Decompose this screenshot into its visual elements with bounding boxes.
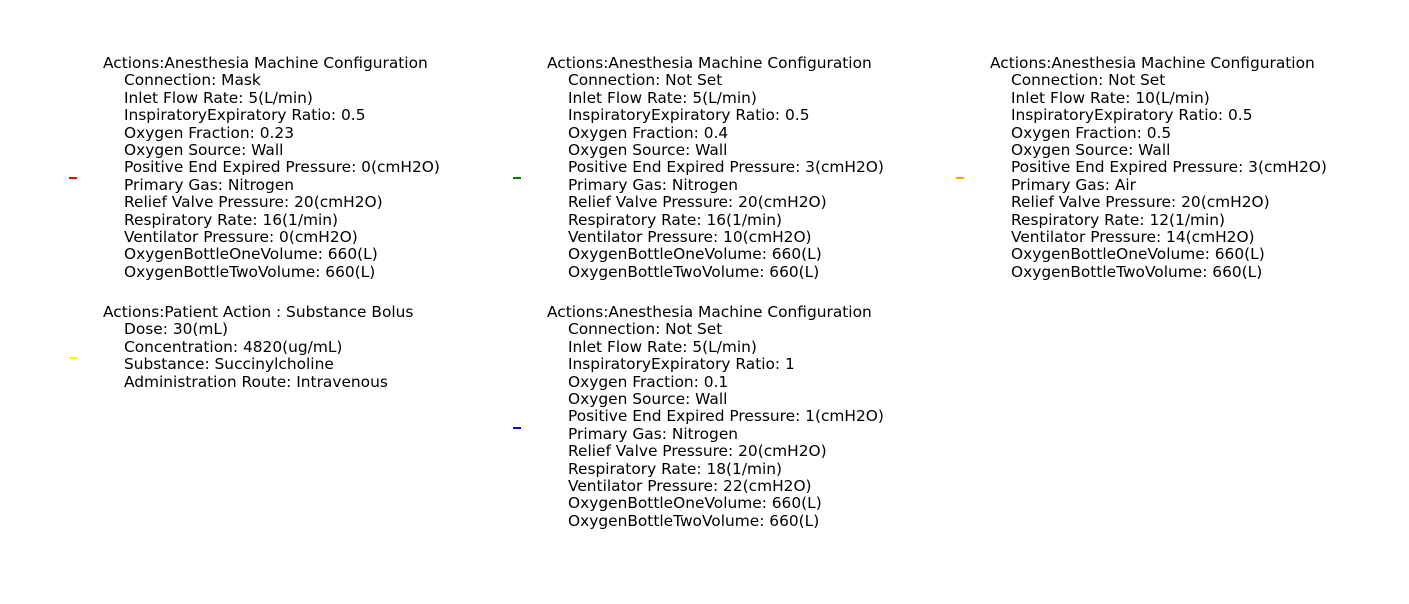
legend-entry-line: OxygenBottleTwoVolume: 660(L) [1011, 262, 1263, 281]
legend-entry-line: Oxygen Fraction: 0.1 [568, 372, 729, 391]
legend-entry-line: Relief Valve Pressure: 20(cmH2O) [568, 442, 827, 461]
legend-entry-title: Actions:Anesthesia Machine Configuration [547, 303, 872, 321]
legend-entry-line: InspiratoryExpiratory Ratio: 0.5 [568, 106, 810, 125]
legend-entry-line: Ventilator Pressure: 14(cmH2O) [1011, 228, 1255, 247]
legend-entry-line: Connection: Not Set [568, 71, 723, 90]
legend-entry-line: Oxygen Source: Wall [568, 390, 728, 409]
legend-swatch-orange [956, 177, 964, 179]
legend-entry-line: Oxygen Source: Wall [124, 141, 284, 160]
legend-entry-line: OxygenBottleOneVolume: 660(L) [568, 245, 822, 264]
legend-entry-line: Primary Gas: Nitrogen [568, 424, 739, 443]
legend-entry-line: Substance: Succinylcholine [124, 355, 334, 374]
legend-entry-line: Inlet Flow Rate: 5(L/min) [568, 88, 757, 107]
legend-entry-line: Oxygen Fraction: 0.23 [124, 123, 294, 142]
legend-entry-line: Oxygen Source: Wall [568, 141, 728, 160]
legend-entry-5 [547, 304, 884, 530]
legend-swatch-green [513, 177, 521, 179]
legend-entry-line: Oxygen Source: Wall [1011, 141, 1171, 160]
legend-entry-line: Primary Gas: Nitrogen [124, 175, 295, 194]
legend-entry-line: Oxygen Fraction: 0.5 [1011, 123, 1172, 142]
legend-entry-line: Inlet Flow Rate: 5(L/min) [568, 337, 757, 356]
legend-entry-line: OxygenBottleOneVolume: 660(L) [124, 245, 378, 264]
legend-entry-line: Connection: Mask [124, 71, 261, 90]
legend-entry-line: Connection: Not Set [568, 320, 723, 339]
legend-entry-line: Respiratory Rate: 16(1/min) [568, 210, 783, 229]
legend-entry-line: Concentration: 4820(ug/mL) [124, 337, 343, 356]
legend-entry-line: Relief Valve Pressure: 20(cmH2O) [124, 193, 383, 212]
legend-entry-title: Actions:Anesthesia Machine Configuration [990, 54, 1315, 72]
legend-entry-line: InspiratoryExpiratory Ratio: 0.5 [124, 106, 366, 125]
legend-entry-line: Positive End Expired Pressure: 0(cmH2O) [124, 158, 440, 177]
legend-entry-line: Ventilator Pressure: 22(cmH2O) [568, 477, 812, 496]
legend-entry-line: Ventilator Pressure: 0(cmH2O) [124, 228, 358, 247]
legend-entry-line: Respiratory Rate: 18(1/min) [568, 459, 783, 478]
legend-swatch-red [69, 177, 77, 179]
legend-entry-line: OxygenBottleTwoVolume: 660(L) [568, 511, 820, 530]
legend-entry-3 [990, 55, 1327, 281]
legend-entry-line: Connection: Not Set [1011, 71, 1166, 90]
legend-entry-line: InspiratoryExpiratory Ratio: 0.5 [1011, 106, 1253, 125]
legend-entry-1 [103, 55, 440, 281]
legend-entry-line: Respiratory Rate: 16(1/min) [124, 210, 339, 229]
legend-entry-title: Actions:Patient Action : Substance Bolus [103, 303, 414, 321]
legend-entry-line: Primary Gas: Air [1011, 175, 1136, 194]
legend-entry-line: Respiratory Rate: 12(1/min) [1011, 210, 1226, 229]
legend-entry-line: Administration Route: Intravenous [124, 372, 388, 391]
legend-swatch-yellow [69, 357, 77, 359]
legend-entry-line: Relief Valve Pressure: 20(cmH2O) [1011, 193, 1270, 212]
legend-entry-title: Actions:Anesthesia Machine Configuration [103, 54, 428, 72]
legend-entry-2 [547, 55, 884, 281]
legend-entry-line: Oxygen Fraction: 0.4 [568, 123, 729, 142]
legend-entry-line: Positive End Expired Pressure: 3(cmH2O) [568, 158, 884, 177]
legend-entry-line: Relief Valve Pressure: 20(cmH2O) [568, 193, 827, 212]
legend-entry-line: OxygenBottleOneVolume: 660(L) [1011, 245, 1265, 264]
legend-entry-line: Ventilator Pressure: 10(cmH2O) [568, 228, 812, 247]
legend-entry-line: Positive End Expired Pressure: 3(cmH2O) [1011, 158, 1327, 177]
legend-entry-4 [103, 304, 413, 391]
legend-entry-line: Dose: 30(mL) [124, 320, 228, 339]
legend-entry-line: OxygenBottleTwoVolume: 660(L) [124, 262, 376, 281]
legend-entry-line: OxygenBottleTwoVolume: 660(L) [568, 262, 820, 281]
legend-entry-line: Inlet Flow Rate: 10(L/min) [1011, 88, 1210, 107]
legend-entry-line: Positive End Expired Pressure: 1(cmH2O) [568, 407, 884, 426]
legend-entry-line: Primary Gas: Nitrogen [568, 175, 739, 194]
legend-entry-line: OxygenBottleOneVolume: 660(L) [568, 494, 822, 513]
legend-entry-line: InspiratoryExpiratory Ratio: 1 [568, 355, 795, 374]
legend-entry-line: Inlet Flow Rate: 5(L/min) [124, 88, 313, 107]
legend-swatch-blue [513, 427, 521, 429]
legend-entry-title: Actions:Anesthesia Machine Configuration [547, 54, 872, 72]
